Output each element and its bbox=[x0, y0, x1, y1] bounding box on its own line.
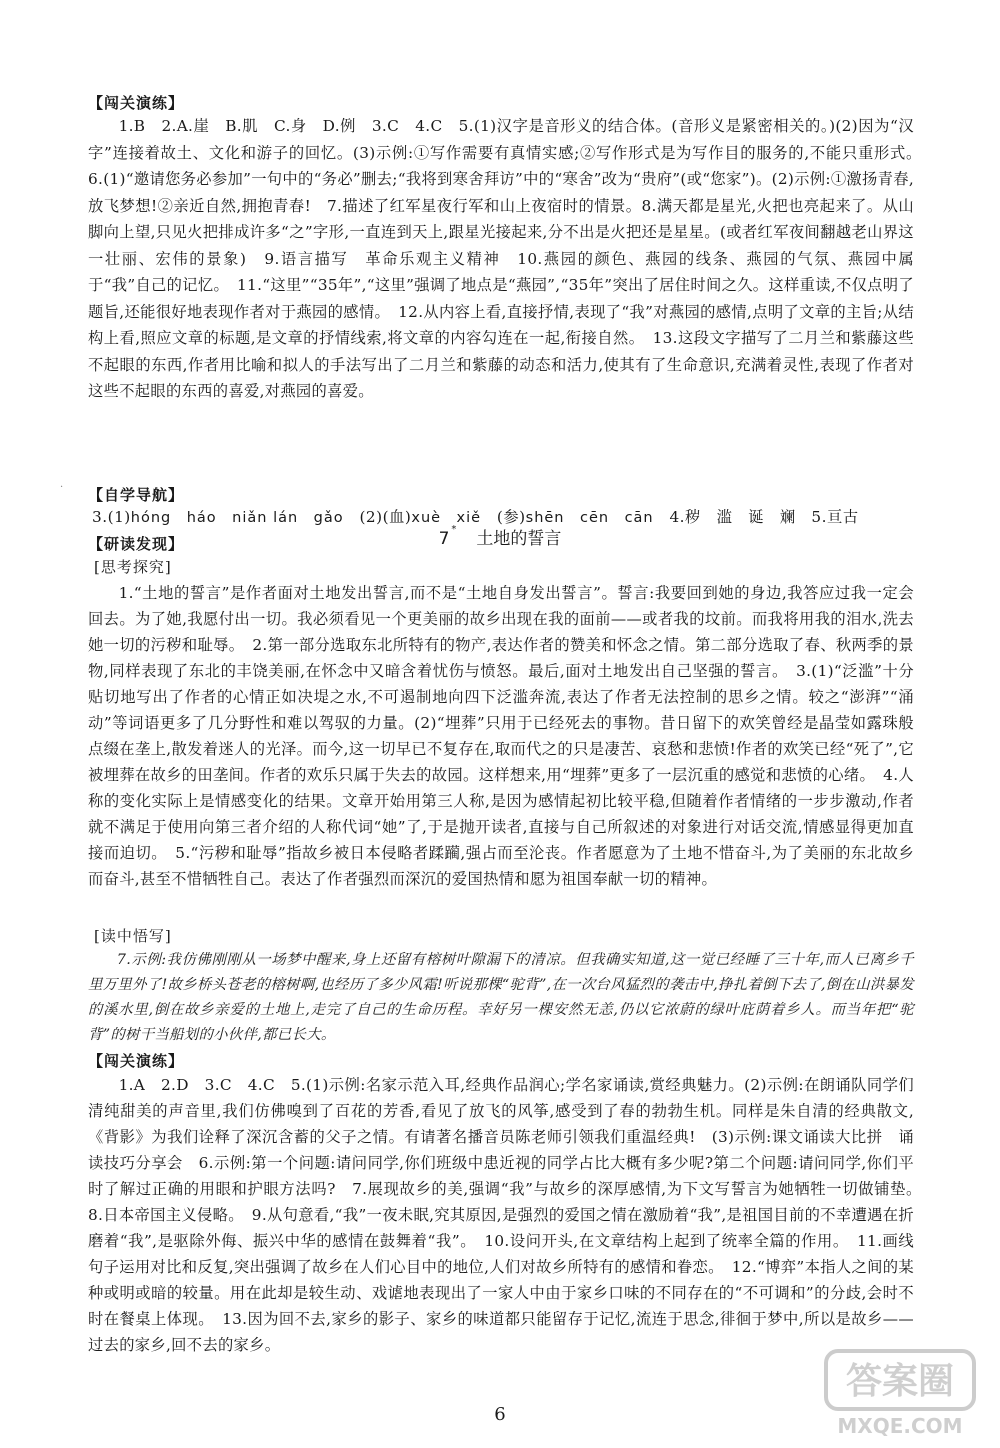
section-heading-practice-2: 【闯关演练】 bbox=[88, 1052, 185, 1070]
section-heading-self-study: 【自学导航】 bbox=[88, 486, 185, 504]
pinyin-group-3: shēn cēn cān bbox=[525, 510, 654, 526]
chapter-number: 7 * bbox=[438, 524, 457, 549]
watermark-logo bbox=[820, 1345, 980, 1441]
margin-mark: · bbox=[60, 482, 64, 493]
subheading-think: [思考探究] bbox=[94, 558, 172, 576]
characters-answers: 4.秽 滥 诞 斓 5.亘古 bbox=[669, 508, 859, 526]
read-write-answer: 7.示例:我仿佛刚刚从一场梦中醒来,身上还留有榕树叶隙漏下的清凉。但我确实知道,这一觉已经睡了三十年,而人已离乡千里万里外了!故乡桥头苍老的榕树啊,也经历了多少风霜!听说那棵“驼背”,在一次台风猛烈的袭击中,挣扎着倒下去了,倒在山洪暴发的溪水里,倒在故乡亲爱的土地上,走完了自己的生命历程。幸好另一棵安然无恙,仍以它浓蔚的绿叶庇荫着乡人。而当年把“驼背”的树干当船划的小伙伴,都已长大。 bbox=[88, 952, 914, 1043]
watermark-url: MXQE.COM bbox=[837, 1414, 963, 1438]
subheading-read-write: [读中悟写] bbox=[94, 927, 172, 945]
self-study-answers: 3.(1)hóng háo niǎn lán gǎo (2)(血)xuè xiě (参)shēn cēn cān 4.秽 滥 诞 斓 5.亘古 bbox=[92, 508, 859, 526]
chapter-name: 土地的誓言 bbox=[476, 529, 562, 549]
think-answers: 1.“土地的誓言”是作者面对土地发出誓言,而不是“土地自身发出誓言”。誓言:我要回到她的身边,我答应过我一定会回去。为了她,我愿付出一切。我必须看见一个更美丽的故乡出现在我的面前——或者我的坟前。而我将用我的泪水,洗去她一切的污秽和耻辱。 2.第一部分选取东北所特有的物产,表达作者的赞美和怀念之情。第二部分选取了春、秋两季的景物,同样表现了东北的丰饶美丽,在怀念中又暗含着忧伤与愤怒。最后,面对土地发出自己坚强的誓言。 3.(1)“泛滥”十分贴切地写出了作者的心情正如决堤之水,不可遏制地向四下泛滥奔流,表达了作者无法控制的思乡之情。较之“澎湃”“涌动”等词语更多了几分野性和难以驾驭的力量。(2)“埋葬”只用于已经死去的事物。昔日留下的欢笑曾经是晶莹如露珠般点缀在垄上,散发着迷人的光泽。而今,这一切早已不复存在,取而代之的只是凄苦、哀愁和悲愤!作者的欢笑已经“死了”,它被埋葬在故乡的田垄间。作者的欢乐只属于失去的故园。这样想来,用“埋葬”更多了一层沉重的感觉和悲愤的心绪。 4.人称的变化实际上是情感变化的结果。文章开始用第三人称,是因为感情起初比较平稳,但随着作者情绪的一步步激动,作者就不满足于使用向第三者介绍的人称代词“她”了,于是抛开读者,直接与自己所叙述的对象进行对话交流,情感显得更加直接而迫切。 5.“污秽和耻辱”指故乡被日本侵略者蹂躏,强占而至沦丧。作者愿意为了土地不惜奋斗,为了美丽的东北故乡而奋斗,甚至不惜牺牲自己。表达了作者强烈而深沉的爱国热情和愿为祖国奉献一切的精神。 bbox=[88, 584, 914, 888]
page-number: 6 bbox=[494, 1404, 506, 1425]
practice-2-answers: 1.A 2.D 3.C 4.C 5.(1)示例:名家示范入耳,经典作品润心;学名家诵读,赏经典魅力。(2)示例:在朗诵队同学们清纯甜美的声音里,我们仿佛嗅到了百花的芳香,看见了放飞的风筝,感受到了春的勃勃生机。同样是朱自清的经典散文,《背影》为我们诠释了深沉含蓄的父子之情。有请著名播音员陈老师引领我们重温经典! (3)示例:课文诵读大比拼 诵读技巧分享会 6.示例:第一个问题:请问同学,你们班级中患近视的同学占比大概有多少呢?第二个问题:请问同学,你们平时了解过正确的用眼和护眼方法吗? 7.展现故乡的美,强调“我”与故乡的深厚感情,为下文写誓言为她牺牲一切做铺垫。 8.日本帝国主义侵略。 9.从句意看,“我”一夜未眠,究其原因,是强烈的爱国之情在激励着“我”,是祖国目前的不幸遭遇在折磨着“我”,是驱除外侮、振兴中华的感情在鼓舞着“我”。 10.设问开头,在文章结构上起到了统率全篇的作用。 11.画线句子运用对比和反复,突出强调了故乡在人们心目中的地位,人们对故乡所特有的感情和眷恋。 12.“博弈”本指人之间的某种或明或暗的较量。用在此却是较生动、戏谑地表现出了一家人中由于家乡口味的不同存在的“不可调和”的分歧,会时不时在餐桌上体现。 13.因为回不去,家乡的影子、家乡的味道都只能留存于记忆,流连于思念,徘徊于梦中,所以是故乡——过去的家乡,回不去的家乡。 bbox=[88, 1076, 930, 1354]
practice-1-answers: 1.B 2.A.崖 B.肌 C.身 D.例 3.C 4.C 5.(1)汉字是音形义的结合体。(音形义是紧密相关的。)(2)因为“汉字”连接着故土、文化和游子的回忆。(3)示例:①写作需要有真情实感;②写作形式是为写作目的服务的,不能只重形式。 6.(1)“邀请您务必参加”一句中的“务必”删去;“我将到寒舍拜访”中的“寒舍”改为“贵府”(或“您家”)。(2)示例:①激扬青春,放飞梦想!②亲近自然,拥抱青春! 7.描述了红军星夜行军和山上夜宿时的情景。8.满天都是星光,火把也亮起来了。从山脚向上望,只见火把排成许多“之”字形,一直连到天上,跟星光接起来,分不出是火把还是星星。(或者红军夜间翻越老山界这一壮丽、宏伟的景象) 9.语言描写 革命乐观主义精神 10.燕园的颜色、燕园的线条、燕园的气氛、燕园中属于“我”自己的记忆。 11.“这里”“35年”,“这里”强调了地点是“燕园”,“35年”突出了居住时间之久。这样重读,不仅点明了题旨,还能很好地表现作者对于燕园的感情。 12.从内容上看,直接抒情,表现了“我”对燕园的感情,点明了文章的主旨;从结构上看,照应文章的标题,是文章的抒情线索,将文章的内容勾连在一起,衔接自然。 13.这段文字描写了二月兰和紫藤这些不起眼的东西,作者用比喻和拟人的手法写出了二月兰和紫藤的动态和活力,使其有了生命意识,充满着灵性,表现了作者对这些不起眼的东西的喜爱,对燕园的喜爱。 bbox=[88, 117, 930, 400]
pinyin-group-1: hóng háo niǎn lán gǎo bbox=[130, 510, 344, 526]
pinyin-group-2: xuè xiě bbox=[411, 510, 482, 526]
section-heading-research: 【研读发现】 bbox=[88, 535, 185, 553]
section-heading-practice-1: 【闯关演练】 bbox=[88, 94, 185, 112]
watermark-text: 答案圈 bbox=[845, 1361, 955, 1402]
